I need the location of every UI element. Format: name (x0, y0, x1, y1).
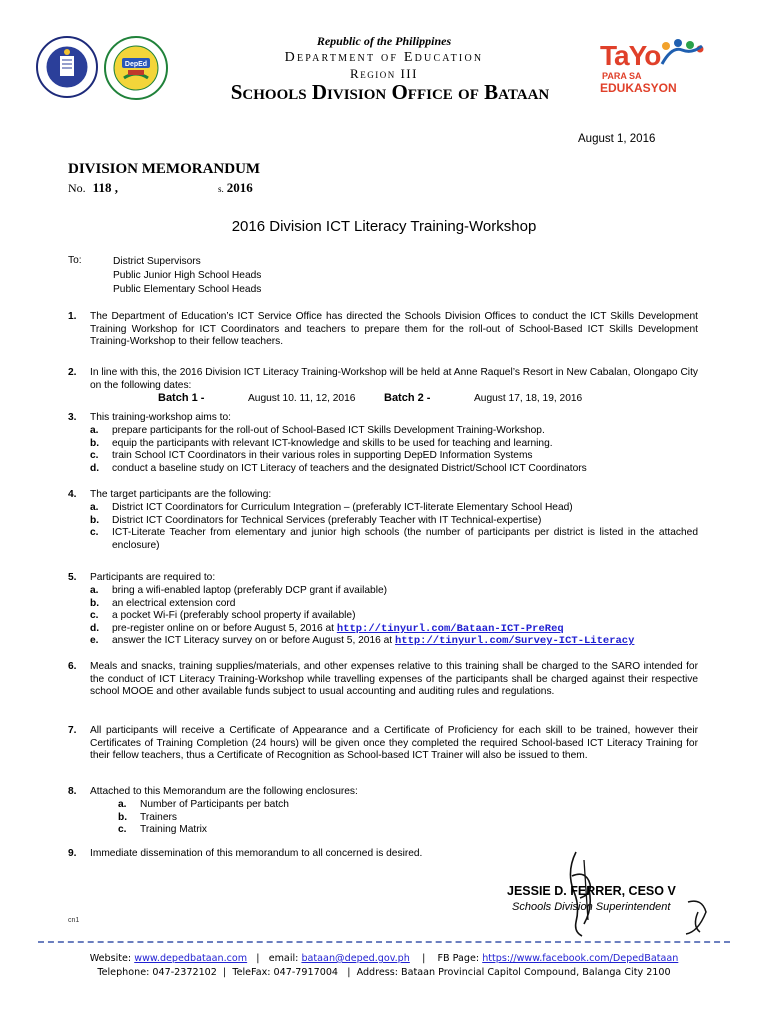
sub-list-8 (118, 799, 289, 837)
to-label: To: (68, 255, 82, 266)
item-7-text: All participants will receive a Certificate of Appearance and a Certificate of Proficiency for each skill to be trained, however their Certificates of Training Completion (24 hours) will be given once they completed the required School-based ICT Literacy Training for their fellow teachers, thus a Certificate of Recognition as School-based ICT Trainer will also be issued to them. (90, 725, 698, 762)
memo-s-label: s. (218, 184, 224, 194)
list-item: b. an electrical extension cord (90, 597, 236, 609)
department-line: Department of Education (284, 50, 484, 65)
sub-list-3 (90, 425, 587, 475)
recipient-item: Public Elementary School Heads (113, 284, 262, 295)
item-number: 2. (68, 367, 77, 378)
sub-list-4 (90, 502, 698, 552)
separator: | (412, 953, 435, 964)
email-label: email: (268, 953, 299, 964)
batch-2-dates: August 17, 18, 19, 2016 (474, 393, 583, 404)
region-line: Region III (350, 66, 418, 81)
memo-type: DIVISION MEMORANDUM (68, 161, 261, 177)
list-item: d. pre-register online on or before August 5, 2016 at http://tinyurl.com/Bataan-ICT-PreReq (90, 622, 564, 635)
footer-contact-row (0, 953, 768, 964)
batch-2-label: Batch 2 - (384, 392, 431, 404)
initials: cn1 (68, 917, 80, 924)
memo-title: 2016 Division ICT Literacy Training-Workshop (231, 218, 537, 235)
memo-no-value: 118 , (92, 180, 118, 195)
footer-address-row (0, 967, 768, 978)
separator: | (341, 967, 354, 978)
list-item: a. Number of Participants per batch (118, 799, 289, 810)
memo-s-value: 2016 (226, 180, 253, 195)
item-4-text: The target participants are the following: (90, 489, 272, 500)
item-number: 8. (68, 786, 77, 797)
list-item: c. ICT-Literate Teacher from elementary and junior high schools (the number of participants per district is listed in the attached enclosure) (90, 527, 698, 551)
item-8-text: Attached to this Memorandum are the following enclosures: (90, 786, 358, 797)
item-number: 5. (68, 572, 77, 583)
preregister-link[interactable]: http://tinyurl.com/Bataan-ICT-PreReq (336, 622, 564, 635)
item-number: 1. (68, 311, 77, 322)
footer-divider (38, 941, 730, 943)
item-2-text: In line with this, the 2016 Division ICT Literacy Training-Workshop will be held at Anne Raquel’s Resort in New Cabalan, Olongapo City on the following dates: (90, 367, 698, 391)
separator: | (250, 953, 266, 964)
item-number: 6. (68, 661, 77, 672)
email-link[interactable]: bataan@deped.gov.ph (301, 953, 410, 964)
item-number: 7. (68, 725, 77, 736)
website-label: Website: (89, 953, 132, 964)
list-item: a. District ICT Coordinators for Curriculum Integration – (preferably ICT-literate Elementary School Head) (90, 502, 573, 513)
list-item: c. Training Matrix (118, 824, 207, 836)
list-item: e. answer the ICT Literacy survey on or before August 5, 2016 at http://tinyurl.com/Survey-ICT-Literacy (90, 635, 635, 648)
division-office-line: Schools Division Office of Bataan (230, 80, 550, 104)
item-9-text: Immediate dissemination of this memorandum to all concerned is desired. (90, 848, 423, 859)
fb-link[interactable]: https://www.facebook.com/DepedBataan (482, 953, 679, 964)
list-item: b. Trainers (118, 811, 177, 823)
item-number: 3. (68, 412, 77, 423)
fb-label: FB Page: (437, 953, 480, 964)
recipient-item: Public Junior High School Heads (113, 270, 262, 281)
survey-link[interactable]: http://tinyurl.com/Survey-ICT-Literacy (394, 635, 635, 648)
list-item: a. bring a wifi-enabled laptop (preferably DCP grant if available) (90, 585, 388, 596)
batch-1-dates: August 10. 11, 12, 2016 (248, 393, 356, 404)
item-number: 9. (68, 848, 77, 859)
address: Address: Bataan Provincial Capitol Compound, Balanga City 2100 (356, 967, 671, 978)
memo-series-row (218, 180, 253, 196)
list-item: d. conduct a baseline study on ICT Literacy of teachers and the designated District/School ICT Coordinators (90, 462, 587, 474)
recipient-item: District Supervisors (113, 256, 201, 267)
batch-1-label: Batch 1 - (158, 392, 205, 404)
republic-line: Republic of the Philippines (316, 34, 452, 48)
item-5-text: Participants are required to: (90, 572, 216, 583)
recipient-list (113, 255, 261, 297)
signatory-title: Schools Division Superintendent (512, 901, 671, 913)
list-item: b. equip the participants with relevant ICT-knowledge and skills to be used for teaching and learning. (90, 437, 553, 449)
separator: | (219, 967, 230, 978)
telephone: Telephone: 047-2372102 (97, 967, 217, 978)
memo-date: August 1, 2016 (578, 133, 656, 145)
sub-list-5 (90, 585, 634, 648)
tayo-para-sa-edukasyon-logo: TaYo PARA SA EDUKASYON (596, 38, 716, 98)
memo-number-row (68, 180, 118, 196)
list-item: c. train School ICT Coordinators in their various roles in supporting DepED Information Systems (90, 450, 533, 462)
list-item: a. prepare participants for the roll-out of School-Based ICT Skills Development Training-Workshop. (90, 425, 545, 436)
website-link[interactable]: www.depedbataan.com (134, 953, 248, 964)
item-6-text: Meals and snacks, training supplies/materials, and other expenses relative to this training shall be charged to the SARO intended for the conduct of ICT Literacy Training-Workshop while travelling expenses of the participants shall be charged against their respective school MOOE and other available funds subject to usual accounting and auditing rules and regulations. (90, 661, 698, 698)
list-item: b. District ICT Coordinators for Technical Services (preferably Teacher with IT Technical-expertise) (90, 514, 542, 526)
telefax: TeleFax: 047-7917004 (232, 967, 339, 978)
svg-text:DepEd: DepEd (124, 61, 148, 68)
item-number: 4. (68, 489, 77, 500)
item-3-text: This training-workshop aims to: (90, 412, 231, 423)
item-1-text: The Department of Education’s ICT Service Office has directed the Schools Division Offices to conduct the ICT Skills Development Training Workshop for ICT Coordinators and teachers to prepare them for the roll-out of School-Based ICT Skills Development Training-Workshop to their fellow teachers. (90, 311, 698, 348)
list-item: c. a pocket Wi-Fi (preferably school property if available) (90, 610, 356, 622)
signatory-name: JESSIE D. FERRER, CESO V (507, 884, 676, 898)
memo-no-label: No. (68, 181, 86, 195)
